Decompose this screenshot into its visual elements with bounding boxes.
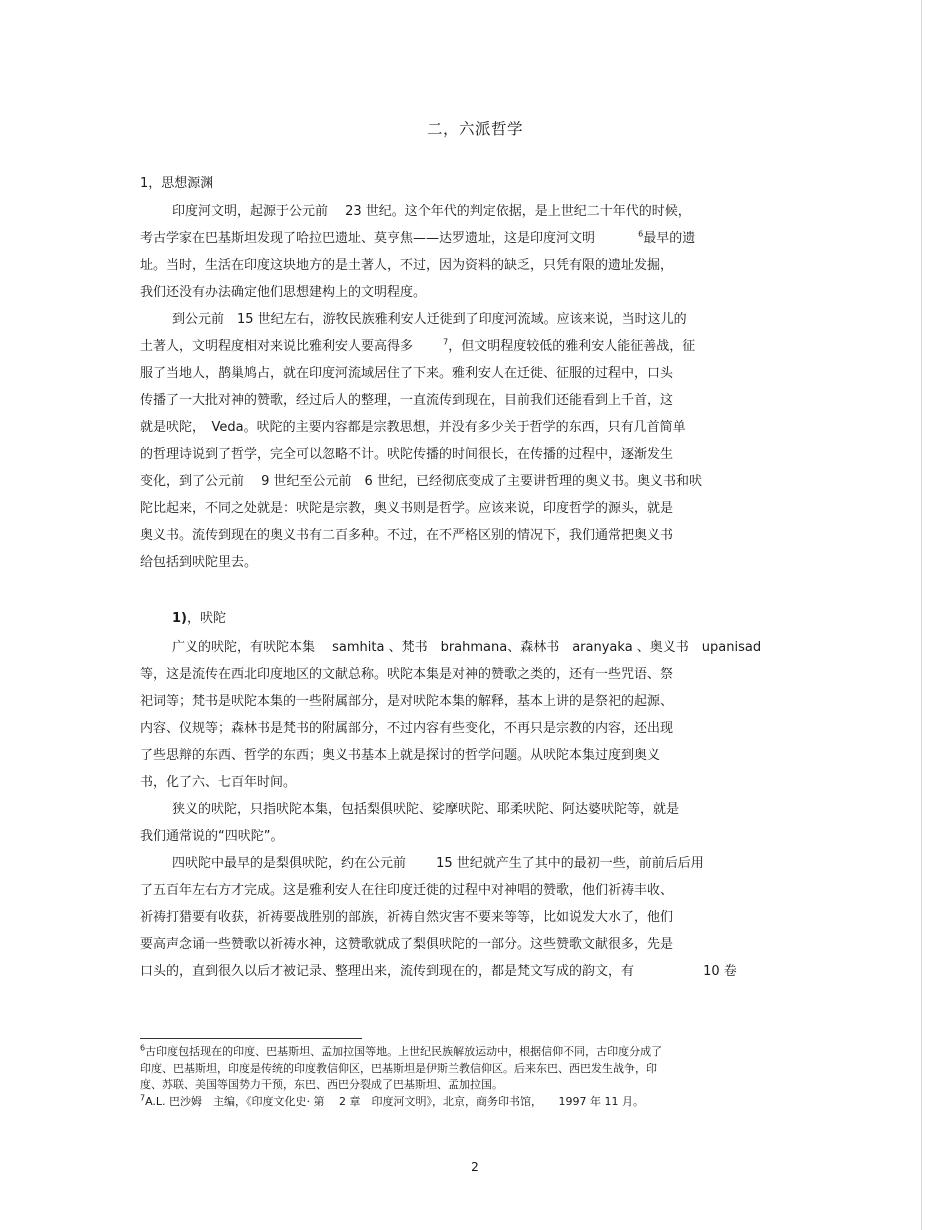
- footnote-7-line: [140, 1094, 780, 1111]
- text-line: 我们通常说的“四吠陀”。: [140, 829, 284, 844]
- text-line: 广义的吠陀，有吠陀本集 samhita 、梵书 brahmana、森林书 aranyaka 、奥义书 upanisad: [172, 640, 762, 655]
- heading-text: ，吠陀: [187, 611, 227, 626]
- paragraph-veda: [140, 634, 820, 985]
- text-line: 四吠陀中最早的是梨俱吠陀，约在公元前 15 世纪就产生了其中的最初一些，前前后后用: [172, 856, 704, 871]
- text-line: 了五百年左右方才完成。这是雅利安人在往印度迁徙的过程中对神唱的赞歌，他们祈祷丰收、: [140, 883, 674, 898]
- text-line: 的哲理诗说到了哲学，完全可以忽略不计。吠陀传播的时间很长，在传播的过程中，逐渐发生: [140, 447, 674, 462]
- text-line: 给包括到吠陀里去。: [140, 555, 258, 570]
- heading-number: 1): [172, 611, 187, 626]
- text-line: 内容、仪规等；森林书是梵书的附属部分，不过内容有些变化，不再只是宗教的内容，还出现: [140, 721, 674, 736]
- text-line: 口头的，直到很久以后才被记录、整理出来，流传到现在的，都是梵文写成的韵文，有 10 卷: [140, 964, 737, 979]
- text-line: 址。当时，生活在印度这块地方的是土著人，不过，因为资料的缺乏，只凭有限的遗址发掘，: [140, 258, 674, 273]
- text-line: 到公元前 15 世纪左右，游牧民族雅利安人迁徙到了印度河流域。应该来说，当时这儿的: [172, 312, 687, 327]
- text-segment: 最早的遗: [643, 231, 696, 246]
- section-heading-origins: 1，思想源渊: [140, 176, 214, 191]
- text-line: [140, 225, 820, 252]
- text-line: 要高声念诵一些赞歌以祈祷水神，这赞歌就成了梨俱吠陀的一部分。这些赞歌文献很多，先是: [140, 937, 674, 952]
- footnote-6-line: [140, 1044, 780, 1061]
- text-line: 书，化了六、七百年时间。: [140, 775, 297, 790]
- section-heading-veda: [172, 607, 226, 626]
- text-line: [140, 333, 820, 360]
- page-edge-line: [921, 0, 922, 1230]
- text-line: 就是吠陀， Veda。吠陀的主要内容都是宗教思想，并没有多少关于哲学的东西，只有几首简单: [140, 420, 686, 435]
- text-segment: 考古学家在巴基斯坦发现了哈拉巴遗址、莫亨焦——达罗遗址，这是印度河文明: [140, 231, 639, 246]
- text-line: 祀词等；梵书是吠陀本集的一些附属部分，是对吠陀本集的解释，基本上讲的是祭祀的起源、: [140, 694, 674, 709]
- footnotes: [140, 1044, 780, 1110]
- text-segment: 土著人，文明程度相对来说比雅利安人要高得多: [140, 339, 444, 354]
- text-line: 了些思辩的东西、哲学的东西；奥义书基本上就是探讨的哲学问题。从吠陀本集过度到奥义: [140, 748, 661, 763]
- footnote-6-line: 印度、巴基斯坦，印度是传统的印度教信仰区，巴基斯坦是伊斯兰教信仰区。后来东巴、西巴发生战争，印: [140, 1061, 657, 1075]
- footnote-number-6: 6: [140, 1043, 146, 1053]
- text-line: 服了当地人，鹊巢鸠占，就在印度河流域居住了下来。雅利安人在迁徙、征服的过程中，口头: [140, 366, 674, 381]
- footnote-text: 古印度包括现在的印度、巴基斯坦、孟加拉国等地。上世纪民族解放运动中，根据信仰不同，古印度分成了: [145, 1045, 663, 1058]
- text-line: 祈祷打猎要有收获，祈祷要战胜别的部族，祈祷自然灾害不要来等等，比如说发大水了，他们: [140, 910, 674, 925]
- paragraph-indus-civilization: [140, 198, 820, 576]
- footnote-ref-7: 7: [443, 337, 449, 347]
- page-number: 2: [471, 1160, 479, 1174]
- text-segment: ，但文明程度较低的雅利安人能征善战，征: [448, 339, 696, 354]
- text-line: 陀比起来，不同之处就是：吠陀是宗教，奥义书则是哲学。应该来说，印度哲学的源头，就是: [140, 501, 674, 516]
- text-line: 传播了一大批对神的赞歌，经过后人的整理，一直流传到现在，目前我们还能看到上千首，这: [140, 393, 674, 408]
- footnote-ref-6: 6: [638, 229, 644, 239]
- footnote-number-7: 7: [140, 1092, 146, 1102]
- footnote-6-line: 度、苏联、美国等国势力干预，东巴、西巴分裂成了巴基斯坦、孟加拉国。: [140, 1078, 503, 1091]
- text-line: 我们还没有办法确定他们思想建构上的文明程度。: [140, 285, 427, 300]
- footnote-divider: [140, 1038, 362, 1039]
- text-line: 印度河文明，起源于公元前 23 世纪。这个年代的判定依据，是上世纪二十年代的时候，: [172, 204, 691, 219]
- text-line: 狭义的吠陀，只指吠陀本集，包括梨俱吠陀、娑摩吠陀、耶柔吠陀、阿达婆吠陀等，就是: [172, 802, 680, 817]
- text-line: 等，这是流传在西北印度地区的文献总称。吠陀本集是对神的赞歌之类的，还有一些咒语、祭: [140, 667, 674, 682]
- text-line: 变化，到了公元前 9 世纪至公元前 6 世纪，已经彻底变成了主要讲哲理的奥义书。奥义书和吠: [140, 474, 702, 489]
- page-title: 二，六派哲学: [426, 120, 523, 138]
- footnote-text: A.L. 巴沙姆 主编，《印度文化史· 第 2 章 印度河文明》，北京，商务印书馆， 1997 年 11 月。: [145, 1094, 645, 1108]
- text-line: 奥义书。流传到现在的奥义书有二百多种。不过，在不严格区别的情况下，我们通常把奥义书: [140, 528, 674, 543]
